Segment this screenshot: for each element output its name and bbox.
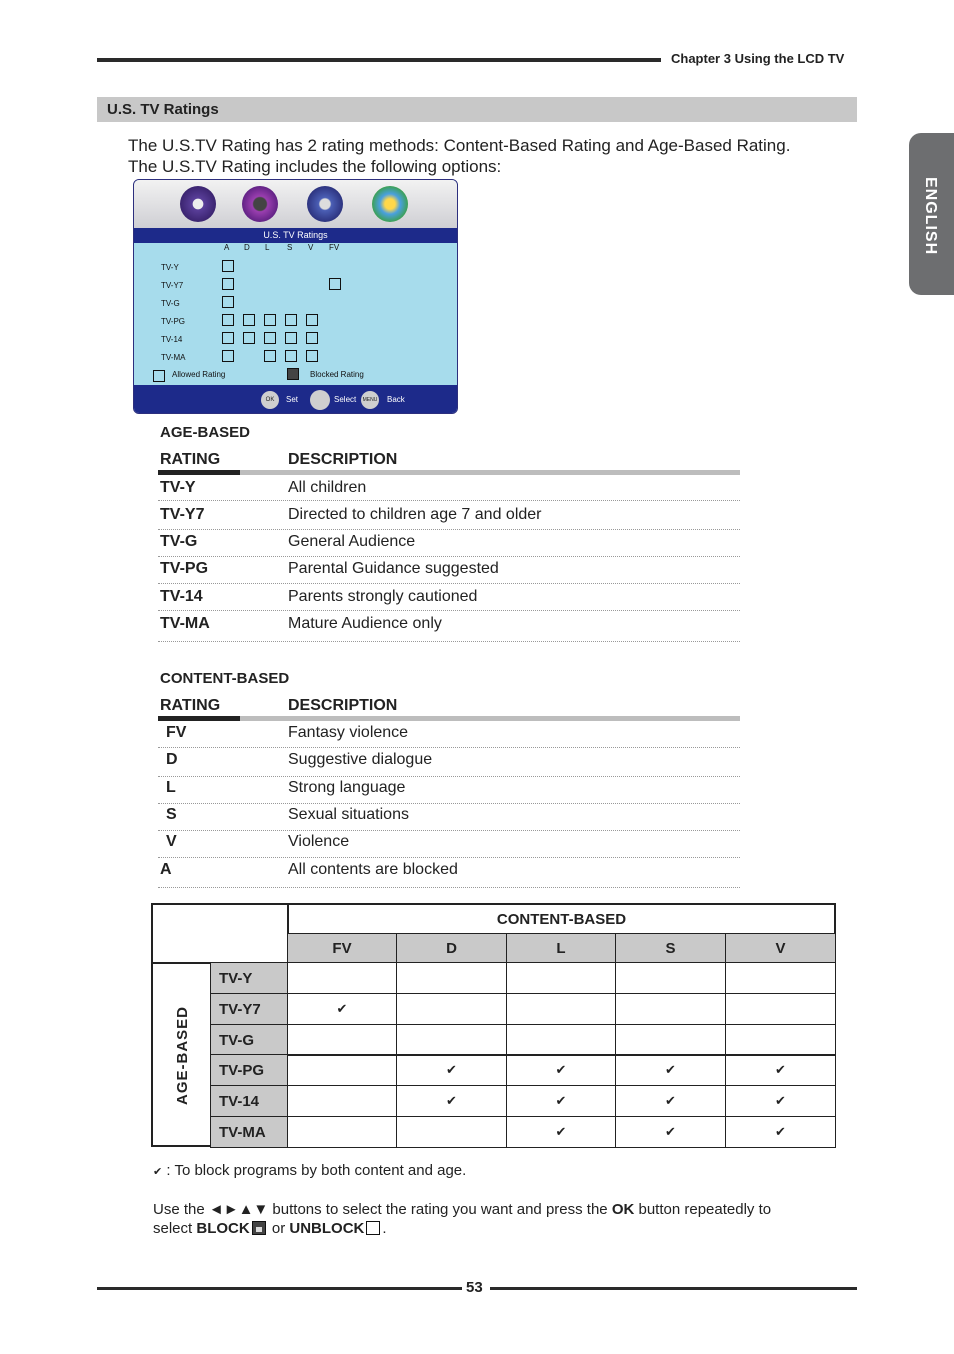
row-divider [158,747,740,748]
footer-rule-right [490,1287,857,1290]
tv-menu-button-bar [134,385,457,413]
tv-rating-checkbox [222,332,234,344]
matrix-empty-cell [506,1024,616,1056]
tv-menu-screenshot [133,179,458,414]
matrix-empty-cell [506,962,616,994]
content-header-rule [158,716,240,721]
ok-key-label: OK [611,1201,635,1218]
matrix-check-cell [396,1054,507,1086]
usage-line-2 [153,1220,387,1237]
content-col-description: DESCRIPTION [288,697,398,714]
matrix-col-header: D [396,933,507,963]
row-divider [158,583,740,584]
age-rating-desc: Directed to children age 7 and older [288,506,542,523]
age-rating-code: TV-Y7 [160,506,205,523]
matrix-empty-cell [725,993,836,1025]
row-divider [158,529,740,530]
language-tab-label: ENGLISH [922,177,939,256]
tv-rating-checkbox [264,332,276,344]
channel-dish-icon [307,186,343,222]
matrix-col-header: FV [287,933,397,963]
row-divider [158,641,740,642]
row-divider [158,500,740,501]
tv-col-s: S [287,243,293,252]
matrix-empty-cell [725,1024,836,1056]
tv-col-fv: FV [329,243,340,252]
rating-matrix [151,903,836,1147]
check-mark-icon: ✔ [555,1062,567,1077]
age-based-heading: AGE-BASED [160,424,251,441]
age-rating-desc: General Audience [288,533,416,550]
select-prefix: select [153,1220,197,1237]
matrix-check-cell [725,1054,836,1086]
matrix-check-cell [396,1085,507,1117]
usage-suffix: button repeatedly to [634,1201,772,1218]
tv-col-v: V [308,243,314,252]
content-rating-desc: Fantasy violence [288,724,409,741]
matrix-check-cell [615,1085,726,1117]
content-rating-code: L [166,779,176,796]
matrix-empty-cell [396,962,507,994]
matrix-check-cell [725,1085,836,1117]
tv-rating-checkbox [306,314,318,326]
matrix-check-cell [615,1116,726,1148]
check-mark-icon: ✔ [775,1124,786,1139]
or-text: or [267,1220,290,1237]
tv-menu-icon-bar [134,180,457,228]
unblock-label: UNBLOCK [289,1220,365,1237]
matrix-check-cell [725,1116,836,1148]
age-rating-code: TV-G [160,533,198,550]
legend-allowed: Allowed Rating [172,370,226,379]
row-divider [158,887,740,888]
usage-line-1 [153,1201,771,1218]
row-divider [158,610,740,611]
setup-gears-icon [372,186,408,222]
matrix-row-label: TV-MA [210,1116,288,1148]
language-tab [909,133,954,295]
age-header-rule-light [240,470,740,475]
matrix-row-label: TV-Y7 [210,993,288,1025]
content-rating-code: D [166,751,178,768]
tv-rating-checkbox [285,332,297,344]
matrix-empty-cell [287,1116,397,1148]
matrix-row-label: TV-14 [210,1085,288,1117]
matrix-empty-cell [287,1054,397,1086]
check-note-text: : To block programs by both content and age. [166,1162,467,1179]
menu-button-icon: MENU [361,391,379,409]
matrix-empty-cell [396,1116,507,1148]
content-header-rule-light [240,716,740,721]
content-rating-desc: Sexual situations [288,806,409,823]
content-rating-desc: Strong language [288,779,406,796]
matrix-row-label: TV-G [210,1024,288,1056]
content-rating-desc: Suggestive dialogue [288,751,433,768]
row-divider [158,776,740,777]
matrix-empty-cell [396,1024,507,1056]
matrix-col-header: S [615,933,726,963]
check-mark-icon: ✔ [665,1093,676,1108]
tv-rating-checkbox [264,314,276,326]
usage-prefix: Use the [153,1201,209,1218]
tv-col-a: A [224,243,230,252]
row-divider [158,556,740,557]
matrix-col-header: V [725,933,836,963]
content-rating-desc: Violence [288,833,350,850]
matrix-empty-cell [396,993,507,1025]
matrix-empty-cell [615,993,726,1025]
tv-rating-checkbox [222,296,234,308]
check-mark-icon: ✔ [665,1124,676,1139]
check-mark-icon: ✔ [665,1062,676,1077]
matrix-content-header: CONTENT-BASED [287,903,836,934]
tv-rating-checkbox [329,278,341,290]
matrix-check-cell [615,1054,726,1086]
intro-line-1: The U.S.TV Rating has 2 rating methods: Content-Based Rating and Age-Based Rating. [128,136,791,155]
unlock-box-icon [366,1221,380,1235]
usage-mid: buttons to select the rating you want and press the [268,1201,612,1218]
row-divider [158,803,740,804]
tv-rating-checkbox [243,314,255,326]
tv-rating-checkbox [222,260,234,272]
matrix-age-header: AGE-BASED [173,1005,191,1106]
content-rating-code: S [166,806,177,823]
tv-row-label: TV-PG [161,317,186,326]
check-mark-icon: ✔ [336,1001,348,1016]
tv-rating-checkbox [222,278,234,290]
age-rating-desc: Mature Audience only [288,615,442,632]
matrix-empty-cell [725,962,836,994]
age-col-description: DESCRIPTION [288,451,398,468]
matrix-corner [151,903,288,963]
ok-button-icon: OK [261,391,279,409]
lock-icon [252,1221,266,1235]
check-mark-icon: ✔ [153,1166,163,1178]
set-label: Set [286,395,299,404]
intro-line-2: The U.S.TV Rating includes the following options: [128,157,502,176]
age-rating-desc: Parental Guidance suggested [288,560,499,577]
check-mark-icon: ✔ [555,1093,567,1108]
content-based-heading: CONTENT-BASED [160,670,290,687]
check-mark-icon: ✔ [446,1093,457,1108]
speaker-icon [242,186,278,222]
footer-rule-left [97,1287,462,1290]
tv-rating-checkbox [222,314,234,326]
content-col-rating: RATING [160,697,221,714]
tv-rating-checkbox [285,314,297,326]
content-rating-code: V [166,833,177,850]
matrix-check-cell [506,1054,616,1086]
age-rating-code: TV-PG [160,560,209,577]
tv-row-label: TV-Y7 [161,281,184,290]
page-number: 53 [466,1279,483,1296]
age-rating-code: TV-Y [160,479,196,496]
age-rating-code: TV-14 [160,588,203,605]
tv-col-d: D [244,243,250,252]
matrix-empty-cell [506,993,616,1025]
content-rating-code: FV [166,724,187,741]
check-mark-icon: ✔ [555,1124,567,1139]
matrix-col-header: L [506,933,616,963]
row-divider [158,857,740,858]
select-label: Select [334,395,357,404]
section-title: U.S. TV Ratings [107,101,219,118]
tv-rating-checkbox [285,350,297,362]
check-note [153,1162,466,1179]
matrix-check-cell [506,1116,616,1148]
legend-blocked: Blocked Rating [310,370,364,379]
row-divider [158,830,740,831]
matrix-age-cell [151,962,211,1147]
back-label: Back [387,395,405,404]
matrix-row-label: TV-PG [210,1054,288,1086]
matrix-empty-cell [615,962,726,994]
allowed-rating-box-icon [153,370,165,382]
age-header-rule [158,470,240,475]
picture-disc-icon [180,186,216,222]
block-label: BLOCK [196,1220,250,1237]
chapter-title: Chapter 3 Using the LCD TV [671,51,845,66]
age-rating-desc: Parents strongly cautioned [288,588,478,605]
matrix-empty-cell [287,1085,397,1117]
tv-menu-title: U.S. TV Ratings [134,228,457,243]
tv-rating-checkbox [264,350,276,362]
header-rule [97,58,661,62]
tv-col-l: L [265,243,270,252]
tv-rating-checkbox [306,350,318,362]
matrix-empty-cell [287,1024,397,1056]
blocked-lock-icon [287,368,299,380]
matrix-check-cell [287,993,397,1025]
tv-row-label: TV-MA [161,353,186,362]
matrix-empty-cell [615,1024,726,1056]
tv-rating-checkbox [222,350,234,362]
tv-rating-checkbox [306,332,318,344]
arrow-keys-icon: ◄►▲▼ [208,1201,269,1218]
tv-rating-checkbox [243,332,255,344]
content-rating-desc: All contents are blocked [288,861,458,878]
age-rating-code: TV-MA [160,615,210,632]
check-mark-icon: ✔ [775,1062,786,1077]
age-rating-desc: All children [288,479,367,496]
dpad-icon [310,390,330,410]
period: . [382,1220,387,1237]
matrix-check-cell [506,1085,616,1117]
check-mark-icon: ✔ [446,1062,457,1077]
check-mark-icon: ✔ [775,1093,786,1108]
matrix-empty-cell [287,962,397,994]
matrix-row-label: TV-Y [210,962,288,994]
tv-row-label: TV-G [161,299,180,308]
content-rating-code: A [160,861,172,878]
tv-row-label: TV-14 [161,335,183,344]
tv-row-label: TV-Y [161,263,179,272]
age-col-rating: RATING [160,451,221,468]
